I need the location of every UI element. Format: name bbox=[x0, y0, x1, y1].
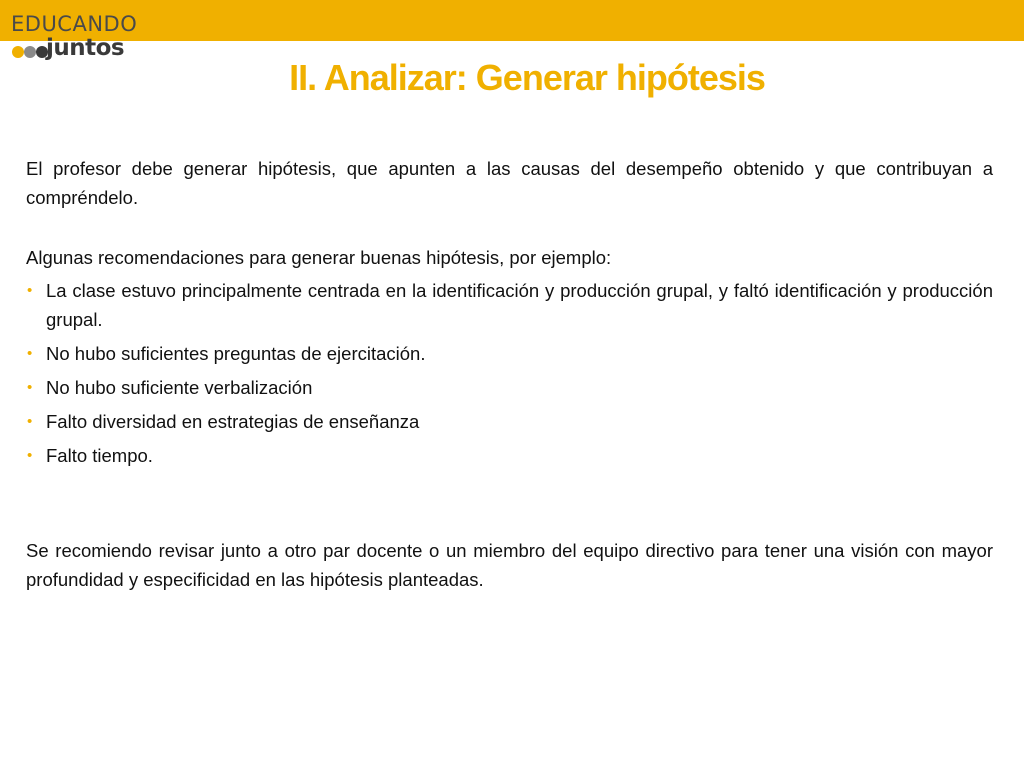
intro-paragraph: El profesor debe generar hipótesis, que apunten a las causas del desempeño obtenido y que contribuyan a compréndelo. bbox=[26, 158, 993, 208]
list-item bbox=[26, 441, 993, 470]
bullet-icon: • bbox=[27, 345, 33, 362]
list-item-text: Falto diversidad en estrategias de enseñanza bbox=[46, 411, 420, 432]
bullet-icon: • bbox=[27, 447, 33, 464]
bullet-icon: • bbox=[27, 379, 33, 396]
bullet-icon: • bbox=[27, 413, 33, 430]
bullet-icon: • bbox=[27, 282, 33, 299]
recommendation-list bbox=[26, 276, 993, 470]
logo-text-educando: EDUCANDO bbox=[11, 12, 138, 36]
list-item bbox=[26, 276, 993, 334]
slide-body bbox=[26, 154, 993, 594]
lead-paragraph: Algunas recomendaciones para generar buenas hipótesis, por ejemplo: bbox=[26, 247, 612, 268]
list-item-text: No hubo suficientes preguntas de ejercitación. bbox=[46, 343, 426, 364]
slide-title: II. Analizar: Generar hipótesis bbox=[289, 57, 765, 98]
list-item-text: No hubo suficiente verbalización bbox=[46, 377, 313, 398]
list-item bbox=[26, 373, 993, 402]
list-item-text: La clase estuvo principalmente centrada en la identificación y producción grupal, y faltó identificación y producción grupal. bbox=[46, 280, 993, 330]
logo-text-juntos: juntos bbox=[46, 35, 125, 61]
list-item bbox=[26, 407, 993, 436]
list-item bbox=[26, 339, 993, 368]
list-item-text: Falto tiempo. bbox=[46, 445, 153, 466]
closing-paragraph: Se recomiendo revisar junto a otro par docente o un miembro del equipo directivo para tener una visión con mayor profundidad y especificidad en las hipótesis planteadas. bbox=[26, 540, 993, 590]
